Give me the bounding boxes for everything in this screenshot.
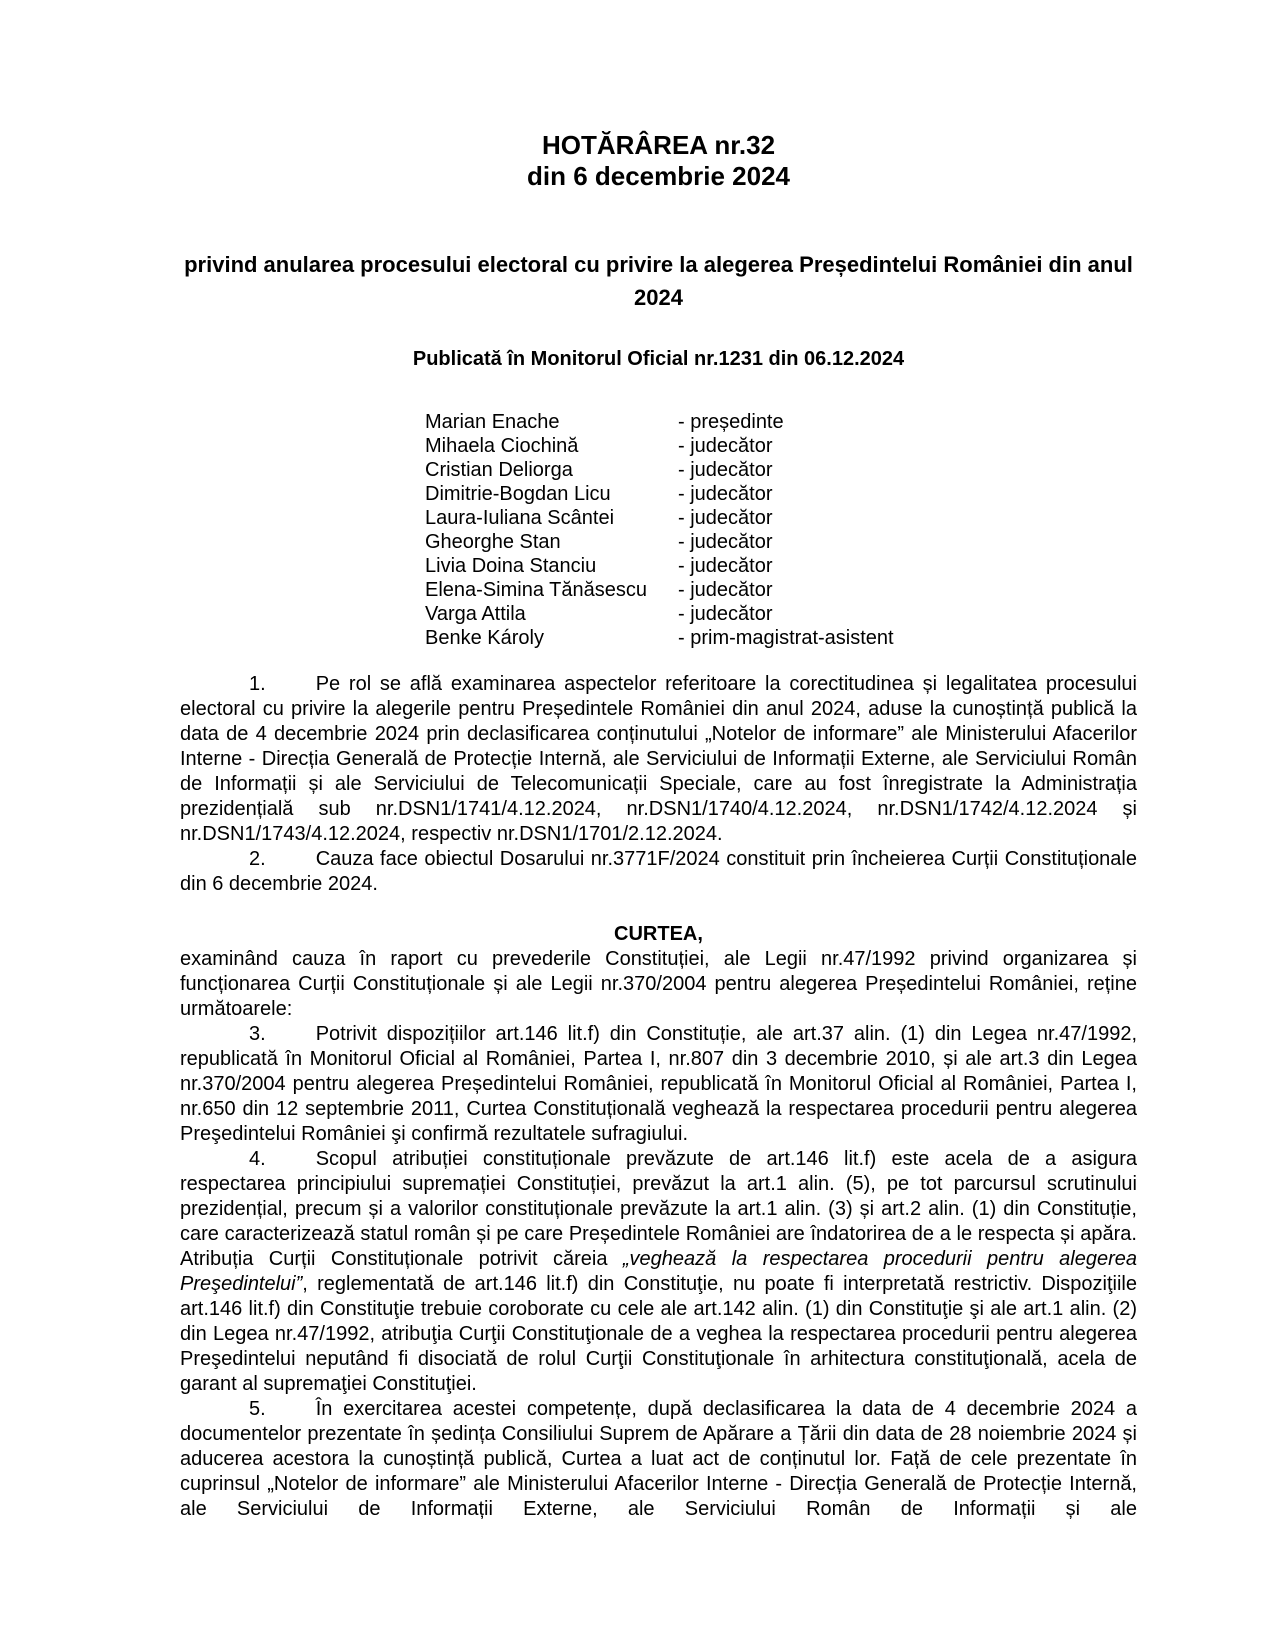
judge-role: - președinte: [678, 411, 784, 433]
judge-row: [425, 554, 1137, 578]
judge-role: - judecător: [678, 507, 773, 529]
paragraph-number: 3.: [249, 1023, 266, 1045]
publication-line: Publicată în Monitorul Oficial nr.1231 din 06.12.2024: [412, 348, 905, 370]
judges-list: [425, 410, 1137, 650]
paragraph-text: „veghează la respectarea procedurii pentru alegerea Preşedintelui”: [180, 1248, 1137, 1295]
judge-row: [425, 626, 1137, 650]
paragraph-text: Pe rol se află examinarea aspectelor referitoare la corectitudinea și legalitatea procesului electoral cu privire la alegerile pentru Președintele României din anul 2024, aduse la cunoștință publică la data de 4 decembrie 2024 prin declasificarea conținutului „Notelor de informare” ale Ministerului Afacerilor Interne - Direcția Generală de Protecție Internă, ale Serviciului de Informații Externe, ale Serviciului Român de Informații și ale Serviciului de Telecomunicații Speciale, care au fost înregistrate la Administrația prezidențială sub nr.DSN1/1741/4.12.2024, nr.DSN1/1740/4.12.2024, nr.DSN1/1742/4.12.2024 și nr.DSN1/1743/4.12.2024, respectiv nr.DSN1/1701/2.12.2024.: [180, 673, 1137, 845]
judge-name: Marian Enache: [425, 411, 560, 433]
judge-role: - judecător: [678, 603, 773, 625]
judge-name: Dimitrie-Bogdan Licu: [425, 483, 611, 505]
paragraph-number: 1.: [249, 673, 266, 695]
judge-row: [425, 434, 1137, 458]
judge-name: Elena-Simina Tănăsescu: [425, 579, 647, 601]
document-title-number: HOTĂRÂREA nr.32: [541, 130, 776, 160]
paragraph-number: 5.: [249, 1398, 266, 1420]
paragraph: [180, 1022, 1137, 1147]
paragraph-text: Potrivit dispozițiilor art.146 lit.f) din Constituție, ale art.37 alin. (1) din Legea nr.47/1992, republicată în Monitorul Oficial al României, Partea I, nr.807 din 3 decembrie 2010, și ale art.3 din Legea nr.370/2004 pentru alegerea Președintelui României, republicată în Monitorul Oficial al României, Partea I, nr.650 din 12 septembrie 2011, Curtea Constituțională veghează la respectarea procedurii pentru alegerea Preşedintelui României şi confirmă rezultatele sufragiului.: [180, 1023, 1137, 1145]
document-title: [180, 130, 1137, 192]
judge-role: - judecător: [678, 435, 773, 457]
paragraph: [180, 947, 1137, 1022]
judge-role: - judecător: [678, 459, 773, 481]
judge-role: - prim-magistrat-asistent: [678, 627, 894, 649]
judge-name: Mihaela Ciochină: [425, 435, 579, 457]
judge-name: Laura-Iuliana Scântei: [425, 507, 615, 529]
judge-row: [425, 578, 1137, 602]
judge-name: Cristian Deliorga: [425, 459, 573, 481]
judge-name: Benke Károly: [425, 627, 544, 649]
judge-row: [425, 458, 1137, 482]
judge-name: Varga Attila: [425, 603, 526, 625]
judge-row: [425, 482, 1137, 506]
paragraph: [180, 672, 1137, 847]
judge-role: - judecător: [678, 555, 773, 577]
document-body: [180, 672, 1137, 1522]
paragraph-number: 4.: [249, 1148, 266, 1170]
paragraph-text: Scopul atribuției constituționale prevăzute de art.146 lit.f) este acela de a asigura respectarea principiului supremației Constituției, prevăzut la art.1 alin. (5), pe tot parcursul scrutinului prezidențial, precum și a valorilor constituționale prevăzute la art.1 alin. (3) și art.2 alin. (1) din Constituție, care caracterizează statul român și pe care Președintele României are îndatorirea de a le respecta și apăra. Atribuția Curții Constituționale potrivit căreia: [180, 1148, 1137, 1270]
document-subtitle: privind anularea procesului electoral cu privire la alegerea Președintelui României din anul 2024: [184, 252, 1133, 310]
judge-row: [425, 410, 1137, 434]
judge-role: - judecător: [678, 579, 773, 601]
court-heading: CURTEA,: [614, 923, 703, 945]
paragraph: [180, 847, 1137, 897]
paragraph-text: În exercitarea acestei competențe, după declasificarea la data de 4 decembrie 2024 a documentelor prezentate în ședința Consiliului Suprem de Apărare a Țării din data de 28 noiembrie 2024 și aducerea acestora la cunoștință publică, Curtea a luat act de conținutul lor. Față de cele prezentate în cuprinsul „Notelor de informare” ale Ministerului Afacerilor Interne - Direcția Generală de Protecție Internă, ale Serviciului de Informații Externe, ale Serviciului Român de Informații și ale: [180, 1398, 1137, 1520]
paragraph-text: examinând cauza în raport cu prevederile Constituției, ale Legii nr.47/1992 privind organizarea și funcționarea Curții Constituționale și ale Legii nr.370/2004 pentru alegerea Președintelui României, reține următoarele:: [180, 948, 1137, 1020]
judge-role: - judecător: [678, 483, 773, 505]
judge-name: Gheorghe Stan: [425, 531, 561, 553]
paragraph-text: Cauza face obiectul Dosarului nr.3771F/2024 constituit prin încheierea Curții Constituționale din 6 decembrie 2024.: [180, 848, 1137, 895]
judge-role: - judecător: [678, 531, 773, 553]
paragraph: [180, 1397, 1137, 1522]
judge-row: [425, 530, 1137, 554]
document-title-date: din 6 decembrie 2024: [526, 161, 791, 191]
judge-name: Livia Doina Stanciu: [425, 555, 597, 577]
paragraph-text: , reglementată de art.146 lit.f) din Constituţie, nu poate fi interpretată restrictiv. Dispoziţiile art.146 lit.f) din Constituţie trebuie coroborate cu cele ale art.142 alin. (1) din Constituţie şi ale art.1 alin. (2) din Legea nr.47/1992, atribuţia Curţii Constituţionale de a veghea la respectarea procedurii pentru alegerea Preşedintelui neputând fi disociată de rolul Curţii Constituţionale în arhitectura constituţională, acela de garant al supremaţiei Constituţiei.: [180, 1273, 1137, 1395]
paragraph: [180, 1147, 1137, 1397]
judge-row: [425, 506, 1137, 530]
judge-row: [425, 602, 1137, 626]
paragraph-number: 2.: [249, 848, 266, 870]
